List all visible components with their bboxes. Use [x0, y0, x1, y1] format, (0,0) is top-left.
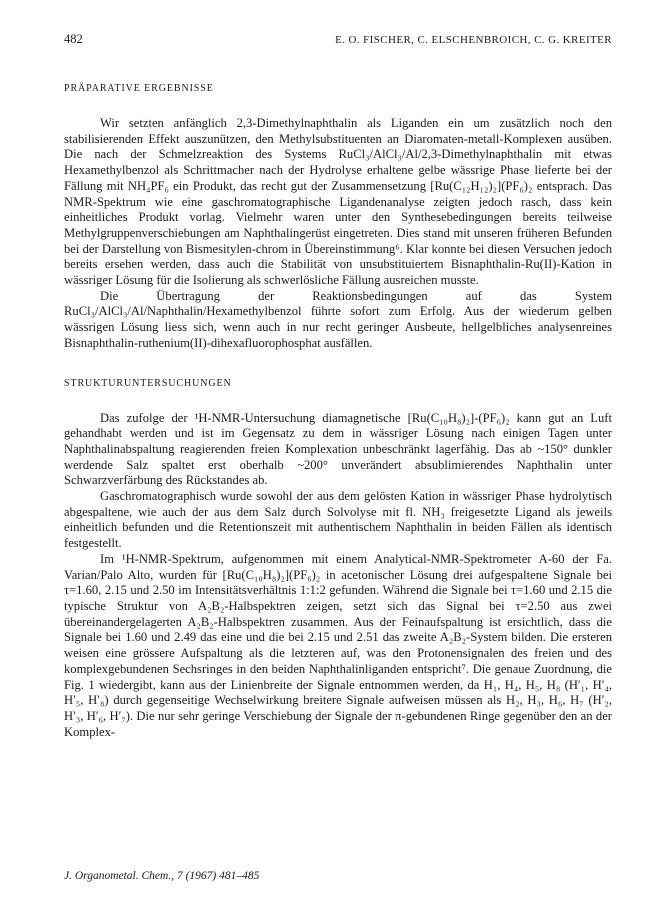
paragraph: Gaschromatographisch wurde sowohl der aus dem gelösten Kation in wässriger Phase hydrolytisch abgespaltene, wie auch der aus dem Salz durch Solvolyse mit fl. NH₃ freigesetzte Ligand als jeweils einheitlich befunden und die Retentionszeit mit authentischem Naphthalin in beiden Fällen als identisch festgestellt. — [64, 489, 612, 551]
paragraph: Die Übertragung der Reaktionsbedingungen auf das System RuCl₃/AlCl₃/Al/Naphthalin/Hexamethylbenzol führte sofort zum Erfolg. Aus der wiederum gelben wässrigen Lösung liess sich, wenn auch in nur recht geringer Ausbeute, hellgelbliches analysenreines Bisnaphthalin-ruthenium(II)-dihexafluorophosphat ausfällen. — [64, 288, 612, 350]
paragraph: Im ¹H-NMR-Spektrum, aufgenommen mit einem Analytical-NMR-Spektrometer A-60 der Fa. Varian/Palo Alto, wurden für [Ru(C₁₀H₈)₂](PF₆)₂ in acetonischer Lösung drei aufgespaltene Signale bei τ=1.60, 2.15 und 2.50 im Intensitätsverhältnis 1:1:2 gefunden. Während die Signale bei τ=1.60 und 2.15 die typische Struktur von A₂B₂-Halbspektren zeigen, setzt sich das Signal bei τ=2.50 aus zwei übereinandergelagerten A₂B₂-Halbspektren zusammen. Aus der Feinaufspaltung ist ersichtlich, dass die Signale bei 1.60 und 2.49 das eine und die bei 2.15 und 2.51 das zweite A₂B₂-System bilden. Die ersteren weisen eine grössere Aufspaltung als die letzteren auf, was den Protonensignalen des freien und des komplexgebundenen Sechsringes in den beiden Naphthalinliganden entspricht⁷. Die genaue Zuordnung, die Fig. 1 wiedergibt, kann aus der Linienbreite der Signale entnommen werden, da H₁, H₄, H₅, H₈ (H′₁, H′₄, H′₅, H′₈) durch gegenseitige Wechselwirkung breitere Signale aufweisen müssen als H₂, H₃, H₆, H₇ (H′₂, H′₃, H′₆, H′₇). Die nur sehr geringe Verschiebung der Signale der π-gebundenen Ringe gegenüber den an der Komplex- — [64, 551, 612, 739]
journal-citation: J. Organometal. Chem., 7 (1967) 481–485 — [64, 870, 260, 882]
running-head-authors: E. O. FISCHER, C. ELSCHENBROICH, C. G. KREITER — [335, 34, 612, 46]
paragraph: Wir setzten anfänglich 2,3-Dimethylnaphthalin als Liganden ein um zusätzlich noch den stabilisierenden Effekt auszunützen, den Methylsubstituenten an Diaromaten-metall-Komplexen ausüben. Die nach der Schmelzreaktion des Systems RuCl₃/AlCl₃/Al/2,3-Dimethylnaphthalin mit etwas Hexamethylbenzol als Schrittmacher nach der Hydrolyse erhaltene gelbe wässrige Phase lieferte bei der Fällung mit NH₄PF₆ ein Produkt, das recht gut der Zusammensetzung [Ru(C₁₂H₁₂)₂](PF₆)₂ entsprach. Das NMR-Spektrum wie eine gaschromatographische Ligandenanalyse zeigten jedoch rasch, dass kein einheitliches Produkt vorlag. Vielmehr waren unter den Synthesebedingungen bereits teilweise Methylgruppenverschiebungen am Naphthalingerüst eingetreten. Dies stand mit unseren früheren Befunden bei der Darstellung von Bismesitylen-chrom in Übereinstimmung⁶. Klar konnte bei diesen Versuchen jedoch bereits ersehen werden, dass auch die Stabilität von unsubstituiertem Bisnaphthalin-Ru(II)-Kation in wässriger Lösung für die Isolierung als schwerlösliche Fällung ausreichen musste. — [64, 116, 612, 288]
section-heading: PRÄPARATIVE ERGEBNISSE — [64, 83, 214, 94]
paragraph: Das zufolge der ¹H-NMR-Untersuchung diamagnetische [Ru(C₁₀H₈)₂]-(PF₆)₂ kann gut an Luft gehandhabt werden und ist im Gegensatz zu dem in wässriger Lösung nach einigen Tagen unter Naphthalinabspaltung reagierenden freien Komplexation unbeschränkt lagerfähig. Das ab ~150° dunkler werdende Salz spaltet erst oberhalb ~200° unverändert absublimierendes Naphthalin unter Schwarzverfärbung des Rückstandes ab. — [64, 410, 612, 488]
page-number: 482 — [64, 32, 83, 46]
running-head — [64, 32, 612, 47]
section-praeparative-ergebnisse — [64, 83, 612, 352]
section-strukturuntersuchungen — [64, 378, 612, 741]
page — [64, 32, 612, 740]
section-heading: STRUKTURUNTERSUCHUNGEN — [64, 377, 232, 389]
